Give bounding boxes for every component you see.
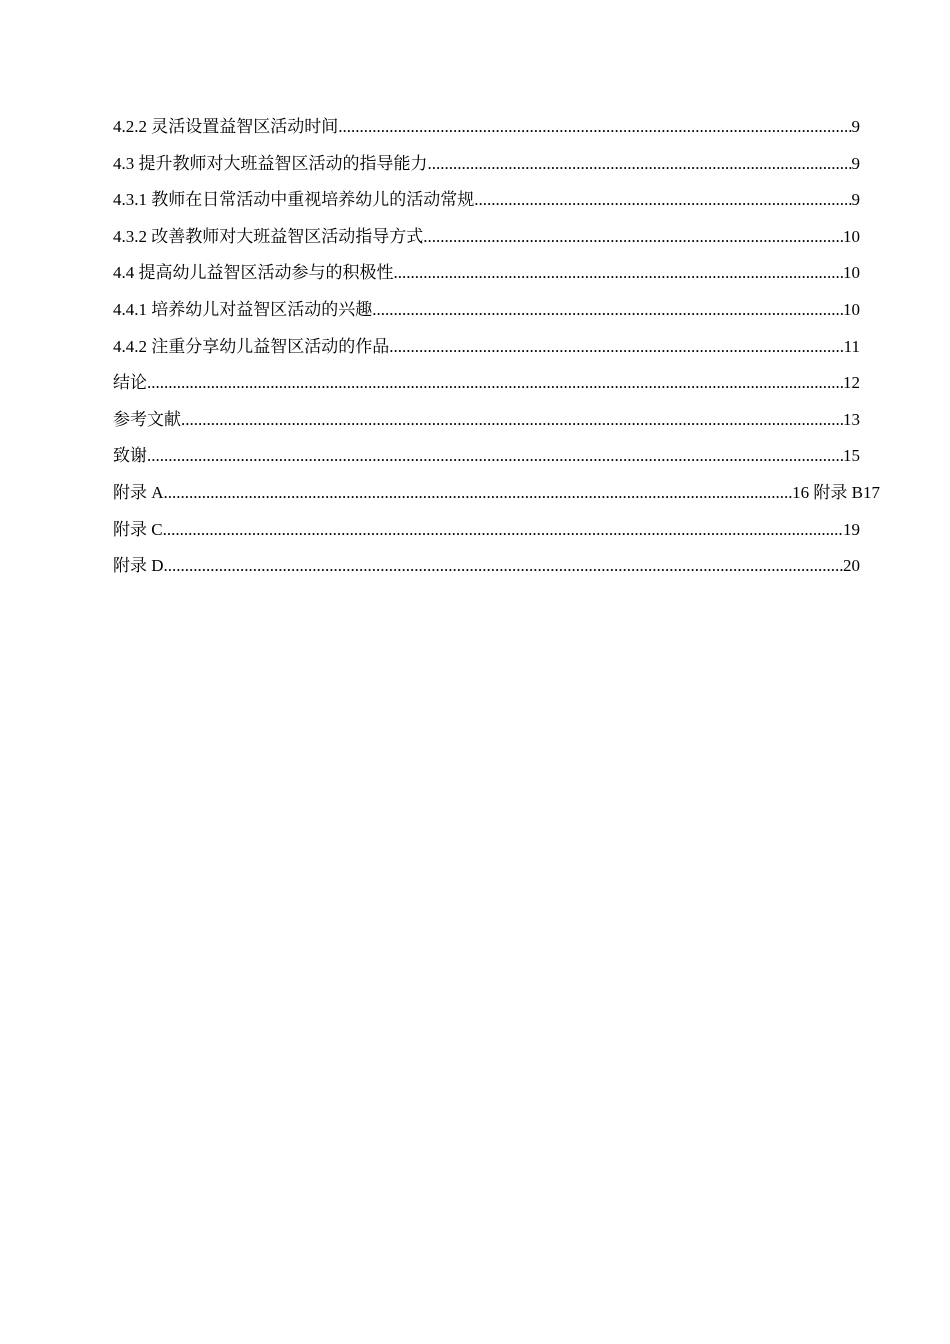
toc-entry-page: 13 (843, 409, 860, 429)
toc-entry-acknowledgements[interactable] (113, 438, 860, 475)
toc-entry-page: 20 (843, 556, 860, 576)
toc-dot-leader (181, 402, 843, 439)
toc-dot-leader (147, 365, 843, 402)
toc-dot-leader (394, 255, 844, 292)
toc-dot-leader (163, 512, 843, 549)
toc-entry-title: 4.3.2 改善教师对大班益智区活动指导方式 (113, 226, 424, 246)
table-of-contents (113, 109, 880, 585)
toc-entry-title: 4.3.1 教师在日常活动中重视培养幼儿的活动常规 (113, 190, 475, 210)
toc-dot-leader (389, 329, 843, 366)
toc-dot-leader (474, 182, 851, 219)
toc-entry-title: 结论 (113, 373, 147, 393)
toc-entry-title: 附录 A (113, 482, 164, 502)
toc-entry-appendix-d[interactable] (113, 548, 860, 585)
toc-entry-title: 4.4 提高幼儿益智区活动参与的积极性 (113, 263, 394, 283)
toc-entry-conclusion[interactable] (113, 365, 860, 402)
toc-entry-references[interactable] (113, 402, 860, 439)
toc-entry-4-2-2[interactable] (113, 109, 860, 146)
toc-entry-title: 附录 D (113, 556, 164, 576)
toc-entry-page: 10 (843, 263, 860, 283)
toc-entry-page: 11 (843, 336, 860, 356)
toc-entry-4-4-2[interactable] (113, 329, 860, 366)
toc-entry-title: 附录 C (113, 519, 163, 539)
toc-entry-page: 15 (843, 446, 860, 466)
toc-dot-leader (164, 475, 793, 512)
toc-dot-leader (338, 109, 851, 146)
toc-entry-page: 9 (851, 117, 860, 136)
toc-entry-page: 19 (843, 519, 860, 539)
toc-entry-appendix-a[interactable] (113, 475, 880, 512)
toc-entry-title: 4.2.2 灵活设置益智区活动时间 (113, 117, 339, 136)
toc-dot-leader (164, 548, 843, 585)
toc-entry-4-4[interactable] (113, 255, 860, 292)
toc-dot-leader (372, 292, 843, 329)
toc-entry-title: 4.4.1 培养幼儿对益智区活动的兴趣 (113, 299, 373, 319)
toc-dot-leader (428, 146, 852, 183)
toc-entry-title: 4.4.2 注重分享幼儿益智区活动的作品 (113, 336, 390, 356)
toc-entry-page: 9 (851, 153, 860, 173)
toc-dot-leader (147, 438, 843, 475)
toc-entry-page: 9 (851, 190, 860, 210)
toc-entry-4-3-1[interactable] (113, 182, 860, 219)
toc-entry-title: 致谢 (113, 446, 147, 466)
toc-entry-4-3[interactable] (113, 146, 860, 183)
toc-entry-appendix-c[interactable] (113, 512, 860, 549)
toc-entry-page: 10 (843, 226, 860, 246)
toc-entry-page: 16 附录 B17 (792, 482, 880, 502)
toc-entry-4-3-2[interactable] (113, 219, 860, 256)
toc-entry-title: 4.3 提升教师对大班益智区活动的指导能力 (113, 153, 428, 173)
toc-entry-page: 10 (843, 299, 860, 319)
toc-dot-leader (423, 219, 843, 256)
toc-entry-page: 12 (843, 373, 860, 393)
toc-entry-4-4-1[interactable] (113, 292, 860, 329)
toc-entry-title: 参考文献 (113, 409, 181, 429)
